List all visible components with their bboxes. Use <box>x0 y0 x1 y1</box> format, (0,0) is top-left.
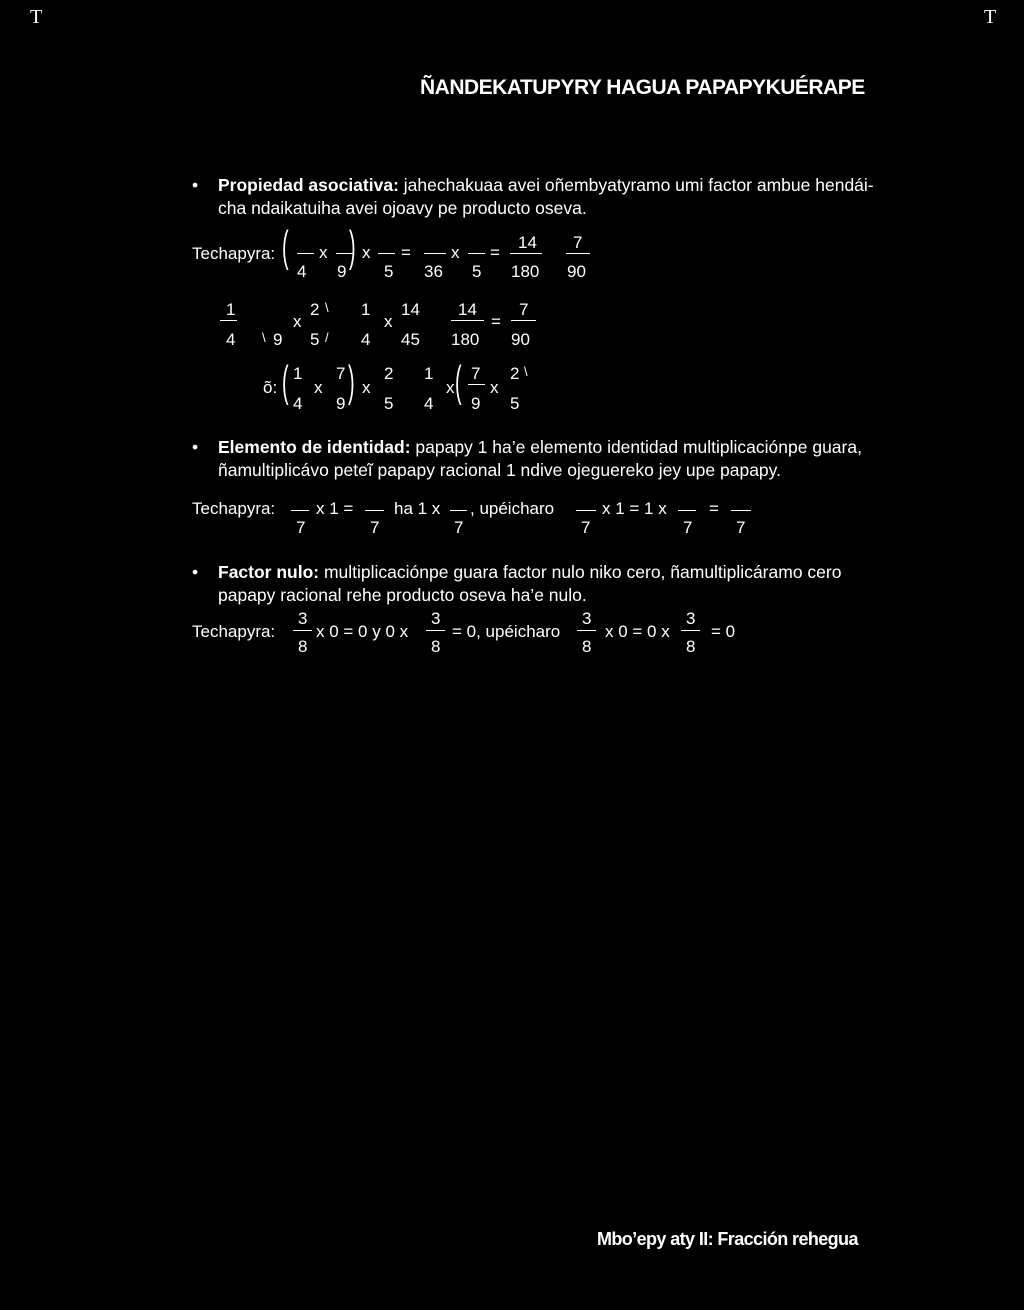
op: = <box>401 243 411 262</box>
fraction-bar <box>678 510 696 511</box>
paren-fragment: \ <box>325 300 329 315</box>
numerator: 1 <box>424 364 434 383</box>
denominator: 36 <box>424 262 443 281</box>
op: x <box>314 378 323 397</box>
expr-text: = <box>709 499 719 518</box>
paren-close: ) <box>348 357 355 406</box>
corner-mark-right: T <box>984 6 997 28</box>
fraction-bar <box>566 253 590 254</box>
paren-close: ) <box>349 222 356 271</box>
denominator: 5 <box>384 262 394 281</box>
denominator: 7 <box>581 518 591 537</box>
section-identity <box>192 436 882 482</box>
section-body: multiplicaciónpe guara factor nulo niko cero, ñamultiplicáramo cero papapy racional rehe producto oseva ha’e nulo. <box>218 562 842 605</box>
op: x <box>362 243 371 262</box>
section-null-factor <box>192 561 882 607</box>
section-associative <box>192 174 882 220</box>
denominator: 7 <box>454 518 464 537</box>
denominator: 4 <box>361 330 371 349</box>
denominator: 5 <box>472 262 482 281</box>
expr-text: x 0 = 0 x <box>605 622 670 641</box>
numerator: 2 <box>510 364 520 383</box>
expr-text: = 0 <box>711 622 736 641</box>
fraction-bar <box>450 510 467 511</box>
op: x <box>293 312 302 331</box>
paren-open: ( <box>455 357 462 406</box>
numerator: 2 <box>310 300 320 319</box>
numerator: 3 <box>686 609 696 628</box>
denominator: 8 <box>582 637 592 656</box>
numerator: 3 <box>431 609 441 628</box>
fraction-bar <box>510 253 542 254</box>
op: x <box>446 378 455 397</box>
denominator: 180 <box>511 262 540 281</box>
op: x <box>319 243 328 262</box>
bullet: • <box>192 562 199 582</box>
expr-text: x 1 = <box>316 499 354 518</box>
op: = <box>491 312 501 331</box>
prefix-fragment: õ: <box>263 378 278 397</box>
fraction-bar <box>365 510 384 511</box>
example-label: Techapyra: <box>192 499 276 518</box>
denominator: 8 <box>431 637 441 656</box>
expr-text: , upéicharo <box>470 499 555 518</box>
expr-text: x 0 = 0 y 0 x <box>316 622 409 641</box>
fraction-bar <box>681 630 700 631</box>
paren-open: ( <box>282 357 289 406</box>
denominator: 90 <box>511 330 530 349</box>
corner-mark-left: T <box>30 6 43 28</box>
denominator: 5 <box>384 394 394 413</box>
fraction-bar <box>731 510 751 511</box>
denominator: 45 <box>401 330 420 349</box>
paren-fragment: \ <box>262 330 266 345</box>
op: x <box>490 378 499 397</box>
expr-text: = 0, upéicharo <box>452 622 561 641</box>
numerator: 1 <box>293 364 303 383</box>
fraction-bar <box>468 253 485 254</box>
op: x <box>384 312 393 331</box>
numerator: 14 <box>458 300 477 319</box>
expr-text: ha 1 x <box>394 499 441 518</box>
bullet: • <box>192 175 199 195</box>
example-label: Techapyra: <box>192 622 276 641</box>
numerator: 3 <box>298 609 308 628</box>
op: x <box>362 378 371 397</box>
fraction-bar <box>220 320 237 321</box>
fraction-bar <box>576 510 596 511</box>
denominator: 9 <box>471 394 481 413</box>
fraction-bar <box>297 253 314 254</box>
fraction-bar <box>577 630 596 631</box>
numerator: 7 <box>519 300 529 319</box>
section-term: Elemento de identidad: <box>218 437 411 457</box>
numerator: 3 <box>582 609 592 628</box>
denominator: 5 <box>510 394 520 413</box>
numerator: 7 <box>336 364 346 383</box>
denominator: 5 <box>310 330 320 349</box>
denominator: 7 <box>296 518 306 537</box>
paren-fragment: / <box>325 330 329 345</box>
numerator: 2 <box>384 364 394 383</box>
section-body: jahechakuaa avei oñembyatyramo umi factor ambue hendái-cha ndaikatuiha avei ojoavy pe producto oseva. <box>218 175 874 218</box>
fraction-bar <box>426 630 445 631</box>
denominator: 4 <box>293 394 303 413</box>
footer-unit-title: Mbo’epy aty II: Fracción rehegua <box>597 1229 858 1249</box>
denominator: 4 <box>424 394 434 413</box>
denominator: 8 <box>686 637 696 656</box>
fraction-bar <box>291 510 309 511</box>
numerator: 14 <box>401 300 420 319</box>
denominator: 7 <box>683 518 693 537</box>
denominator: 7 <box>736 518 746 537</box>
op: = <box>490 243 500 262</box>
bullet: • <box>192 437 199 457</box>
fraction-bar <box>293 630 312 631</box>
section-term: Factor nulo: <box>218 562 320 582</box>
paren-fragment: \ <box>524 364 528 379</box>
denominator: 9 <box>273 330 283 349</box>
section-body: papapy 1 ha’e elemento identidad multiplicaciónpe guara, ñamultiplicávo peteĩ papapy racional 1 ndive ojeguereko jey upe papapy. <box>218 437 862 480</box>
paren-open: ( <box>282 222 289 271</box>
denominator: 4 <box>226 330 236 349</box>
numerator: 1 <box>226 300 236 319</box>
fraction-bar <box>378 253 395 254</box>
numerator: 14 <box>518 233 537 252</box>
denominator: 7 <box>370 518 380 537</box>
expr-text: x 1 = 1 x <box>602 499 667 518</box>
numerator: 1 <box>361 300 371 319</box>
denominator: 9 <box>337 262 347 281</box>
numerator: 7 <box>471 364 481 383</box>
denominator: 180 <box>451 330 480 349</box>
section-term: Propiedad asociativa: <box>218 175 399 195</box>
denominator: 8 <box>298 637 308 656</box>
fraction-bar <box>424 253 446 254</box>
denominator: 4 <box>297 262 307 281</box>
page-title: ÑANDEKATUPYRY HAGUA PAPAPYKUÉRAPE <box>420 76 865 99</box>
op: x <box>451 243 460 262</box>
denominator: 90 <box>567 262 586 281</box>
fraction-bar <box>468 384 485 385</box>
example-label: Techapyra: <box>192 244 276 263</box>
fraction-bar <box>451 320 484 321</box>
numerator: 7 <box>573 233 583 252</box>
fraction-bar <box>511 320 536 321</box>
denominator: 9 <box>336 394 346 413</box>
